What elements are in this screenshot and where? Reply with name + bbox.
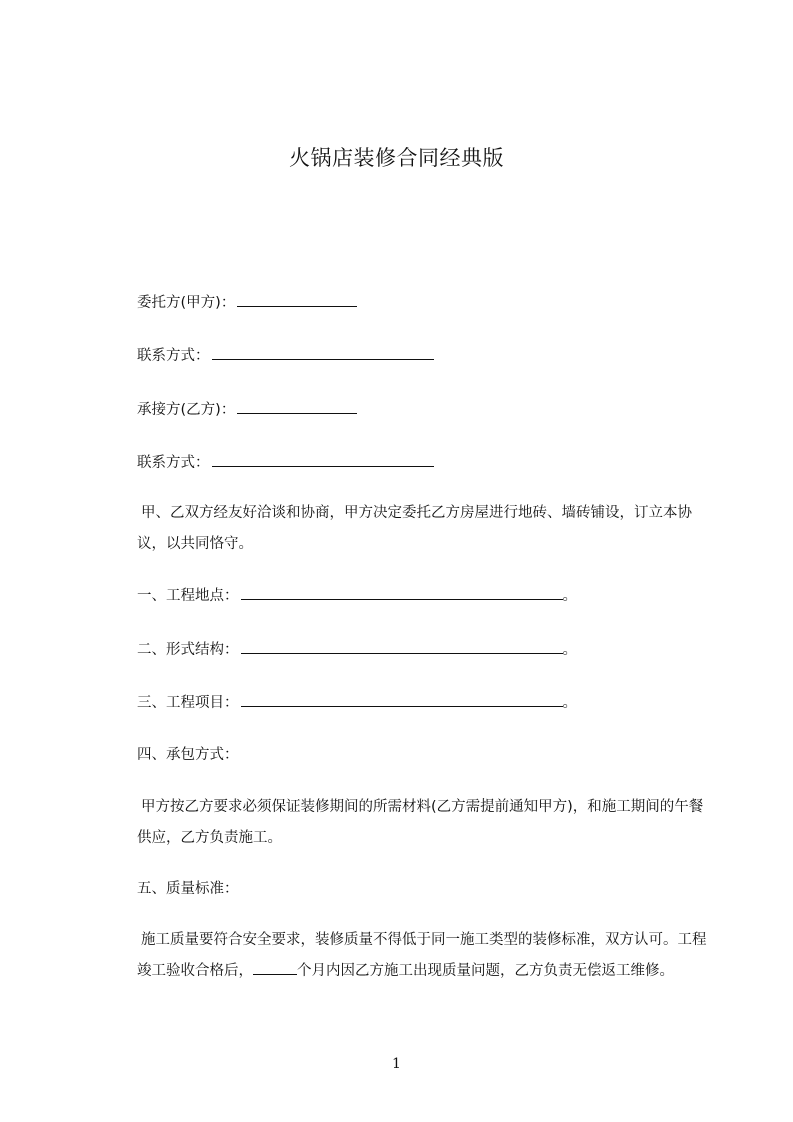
months-blank — [253, 960, 297, 975]
item-2-suffix: 。 — [562, 642, 577, 658]
item-1-blank — [241, 585, 563, 600]
contact-field-1 — [137, 345, 434, 366]
item-5-body — [137, 925, 709, 987]
item-4-body: 甲方按乙方要求必须保证装修期间的所需材料(乙方需提前通知甲方)，和施工期间的午餐供应，乙方负责施工。 — [137, 799, 704, 846]
contractor-blank — [237, 399, 357, 414]
contact-label-2: 联系方式： — [137, 455, 210, 471]
item-5-heading: 五、质量标准： — [137, 881, 239, 897]
contact-label-1: 联系方式： — [137, 348, 210, 364]
item-3-suffix: 。 — [562, 695, 577, 711]
contact-field-2 — [137, 452, 434, 473]
intro-text: 甲、乙双方经友好洽谈和协商，甲方决定委托乙方房屋进行地砖、墙砖铺设，订立本协议，以共同恪守。 — [137, 505, 692, 552]
client-label: 委托方(甲方)： — [137, 295, 236, 311]
client-field — [137, 292, 357, 313]
contractor-field — [137, 399, 357, 420]
item-1 — [137, 585, 577, 606]
item-2-label: 二、形式结构： — [137, 642, 239, 658]
intro-paragraph — [137, 498, 709, 560]
item-3-blank — [241, 692, 563, 707]
contractor-label: 承接方(乙方)： — [137, 402, 236, 418]
item-3-label: 三、工程项目： — [137, 695, 239, 711]
document-title: 火锅店装修合同经典版 — [289, 146, 504, 170]
item-4-heading: 四、承包方式： — [137, 747, 239, 763]
item-1-label: 一、工程地点： — [137, 588, 239, 604]
item-3 — [137, 692, 577, 713]
item-5-body-part2: 个月内因乙方施工出现质量问题，乙方负责无偿返工维修。 — [297, 963, 674, 979]
item-2-blank — [241, 639, 563, 654]
item-1-suffix: 。 — [562, 588, 577, 604]
contact-blank-1 — [212, 345, 434, 360]
item-5-body-part1: 施工质量要符合安全要求，装修质量不得低于同一施工类型的装修标准，双方认可。工程竣工验收合格后， — [137, 932, 707, 979]
contact-blank-2 — [212, 452, 434, 467]
client-blank — [237, 292, 357, 307]
page-number: 1 — [392, 1056, 401, 1072]
item-2 — [137, 639, 577, 660]
